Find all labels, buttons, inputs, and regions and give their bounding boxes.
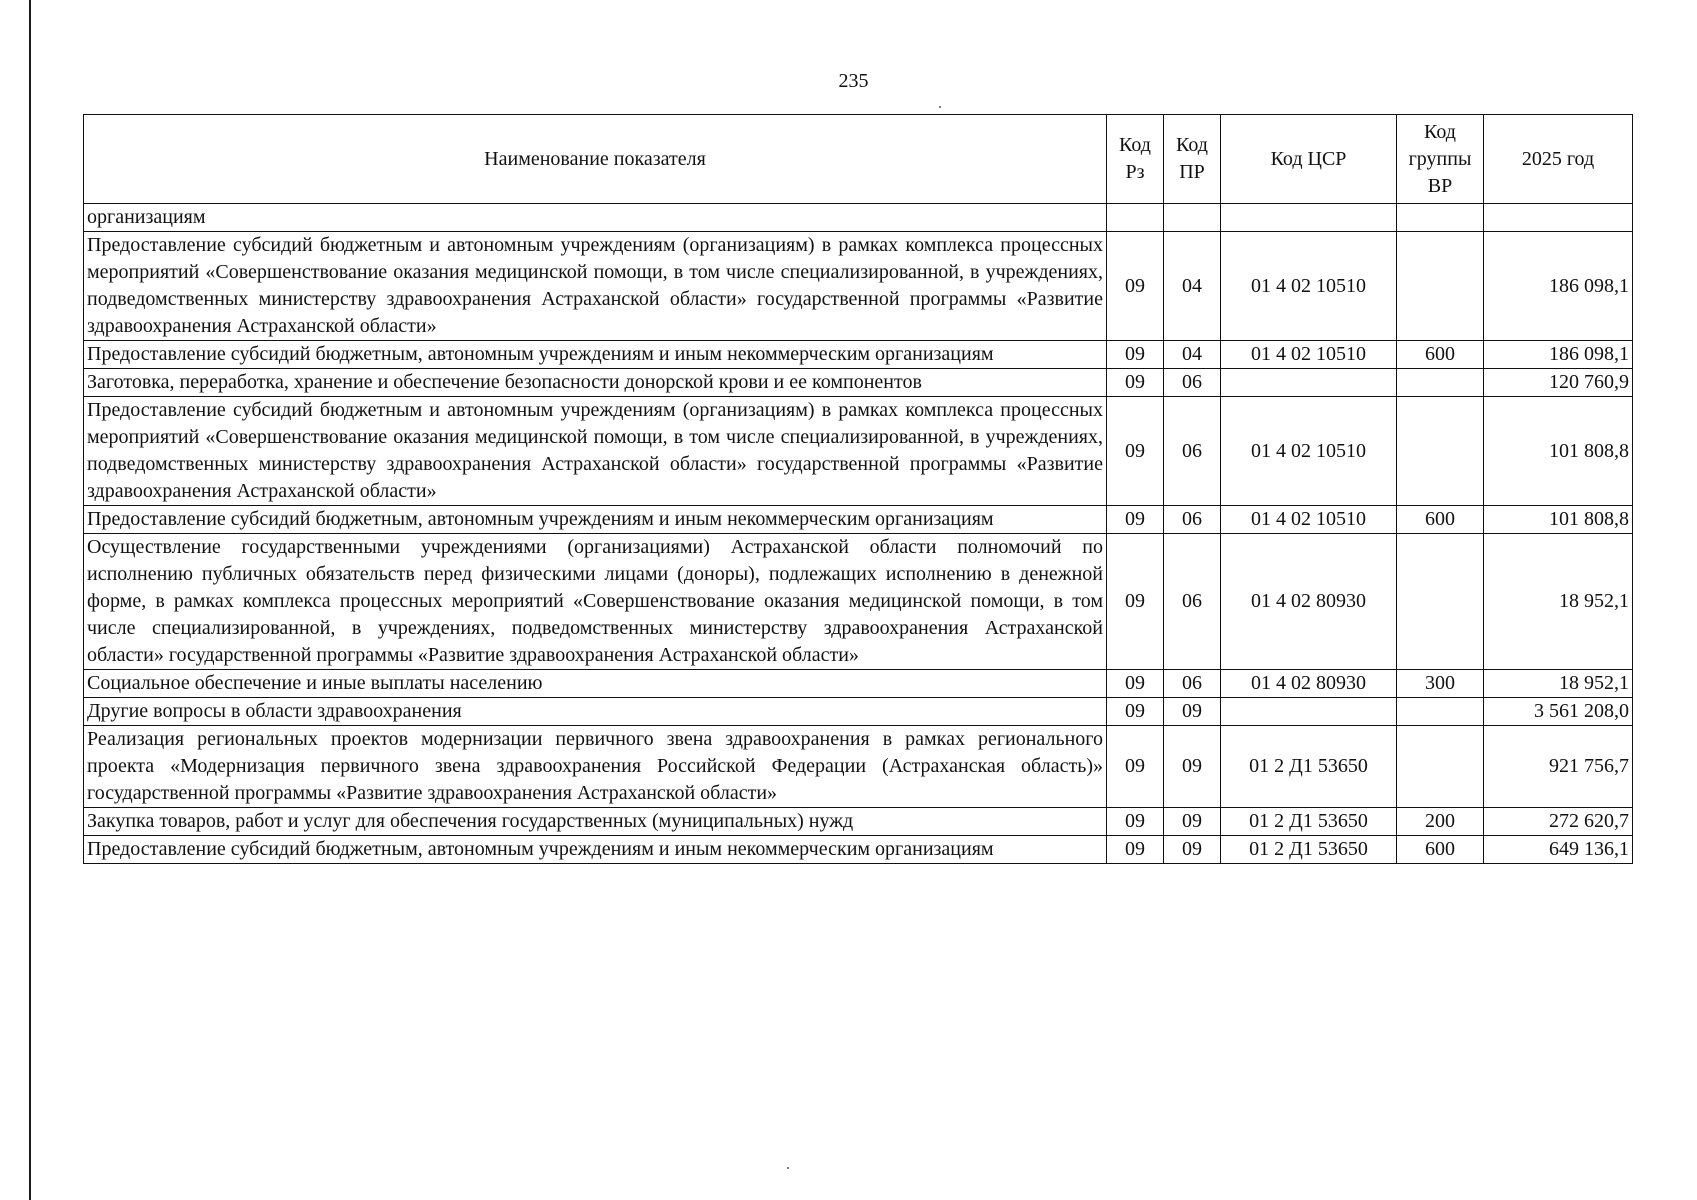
table-row [84,204,1633,232]
row-name: Предоставление субсидий бюджетным и автономным учреждениям (организациям) в рамках комплекса процессных мероприятий «Совершенствование оказания медицинской помощи, в том числе специализированной, в учреждениях, подведомственных министерству здравоохранения Астраханской области» государственной программы «Развитие здравоохранения Астраханской области» [84,397,1107,506]
row-csr [1221,204,1397,232]
row-vr: 300 [1397,670,1484,698]
header-name: Наименование показателя [84,115,1107,204]
row-pr: 06 [1164,534,1221,670]
row-pr: 04 [1164,341,1221,369]
table-row [84,726,1633,808]
row-pr: 06 [1164,670,1221,698]
table-row [84,341,1633,369]
table-row [84,232,1633,341]
row-rz: 09 [1107,232,1164,341]
row-vr [1397,698,1484,726]
table-row [84,698,1633,726]
table-header-row [84,115,1633,204]
table-row [84,534,1633,670]
row-vr: 600 [1397,341,1484,369]
row-rz: 09 [1107,397,1164,506]
row-rz: 09 [1107,836,1164,864]
row-csr: 01 2 Д1 53650 [1221,808,1397,836]
row-amount: 101 808,8 [1484,506,1633,534]
binding-margin-line [29,0,31,1200]
row-pr: 04 [1164,232,1221,341]
row-pr: 09 [1164,726,1221,808]
row-amount: 18 952,1 [1484,534,1633,670]
table-row [84,506,1633,534]
row-rz: 09 [1107,341,1164,369]
row-csr: 01 2 Д1 53650 [1221,726,1397,808]
row-csr: 01 4 02 10510 [1221,506,1397,534]
row-pr: 06 [1164,397,1221,506]
row-name: Предоставление субсидий бюджетным, автономным учреждениям и иным некоммерческим организациям [84,836,1107,864]
row-name: Предоставление субсидий бюджетным и автономным учреждениям (организациям) в рамках комплекса процессных мероприятий «Совершенствование оказания медицинской помощи, в том числе специализированной, в учреждениях, подведомственных министерству здравоохранения Астраханской области» государственной программы «Развитие здравоохранения Астраханской области» [84,232,1107,341]
row-name: организациям [84,204,1107,232]
row-rz: 09 [1107,670,1164,698]
row-vr [1397,397,1484,506]
row-csr: 01 4 02 80930 [1221,670,1397,698]
row-rz: 09 [1107,726,1164,808]
row-csr: 01 4 02 80930 [1221,534,1397,670]
row-pr: 09 [1164,698,1221,726]
row-pr: 06 [1164,506,1221,534]
table-row [84,808,1633,836]
row-vr [1397,534,1484,670]
row-rz [1107,204,1164,232]
row-pr: 06 [1164,369,1221,397]
row-rz: 09 [1107,506,1164,534]
header-csr: Код ЦСР [1221,115,1397,204]
row-vr [1397,369,1484,397]
row-amount: 120 760,9 [1484,369,1633,397]
row-name: Закупка товаров, работ и услуг для обеспечения государственных (муниципальных) нужд [84,808,1107,836]
row-amount: 101 808,8 [1484,397,1633,506]
header-rz: Код Рз [1107,115,1164,204]
row-rz: 09 [1107,369,1164,397]
row-rz: 09 [1107,534,1164,670]
table-row [84,369,1633,397]
row-csr [1221,369,1397,397]
scan-speck [939,106,941,108]
row-name: Предоставление субсидий бюджетным, автономным учреждениям и иным некоммерческим организациям [84,506,1107,534]
row-pr: 09 [1164,808,1221,836]
header-year: 2025 год [1484,115,1633,204]
row-vr [1397,726,1484,808]
scan-speck [787,1167,789,1169]
row-name: Реализация региональных проектов модернизации первичного звена здравоохранения в рамках регионального проекта «Модернизация первичного звена здравоохранения Российской Федерации (Астраханская область)» государственной программы «Развитие здравоохранения Астраханской области» [84,726,1107,808]
header-pr: Код ПР [1164,115,1221,204]
row-vr: 200 [1397,808,1484,836]
row-amount: 186 098,1 [1484,341,1633,369]
row-amount: 649 136,1 [1484,836,1633,864]
row-vr: 600 [1397,836,1484,864]
row-vr [1397,204,1484,232]
row-name: Социальное обеспечение и иные выплаты населению [84,670,1107,698]
budget-table [83,114,1633,864]
row-csr [1221,698,1397,726]
table-row [84,836,1633,864]
row-name: Другие вопросы в области здравоохранения [84,698,1107,726]
row-csr: 01 4 02 10510 [1221,341,1397,369]
row-csr: 01 4 02 10510 [1221,397,1397,506]
row-amount: 3 561 208,0 [1484,698,1633,726]
table-row [84,397,1633,506]
row-csr: 01 4 02 10510 [1221,232,1397,341]
header-vr: Код группы ВР [1397,115,1484,204]
row-name: Предоставление субсидий бюджетным, автономным учреждениям и иным некоммерческим организациям [84,341,1107,369]
row-amount: 18 952,1 [1484,670,1633,698]
row-amount: 921 756,7 [1484,726,1633,808]
page-number: 235 [838,70,869,92]
row-vr [1397,232,1484,341]
row-pr [1164,204,1221,232]
table-row [84,670,1633,698]
row-amount: 272 620,7 [1484,808,1633,836]
row-name: Заготовка, переработка, хранение и обеспечение безопасности донорской крови и ее компонентов [84,369,1107,397]
row-amount [1484,204,1633,232]
row-rz: 09 [1107,698,1164,726]
row-csr: 01 2 Д1 53650 [1221,836,1397,864]
row-vr: 600 [1397,506,1484,534]
row-pr: 09 [1164,836,1221,864]
row-amount: 186 098,1 [1484,232,1633,341]
row-name: Осуществление государственными учреждениями (организациями) Астраханской области полномочий по исполнению публичных обязательств перед физическими лицами (доноры), подлежащих исполнению в денежной форме, в рамках комплекса процессных мероприятий «Совершенствование оказания медицинской помощи, в том числе специализированной, в учреждениях, подведомственных министерству здравоохранения Астраханской области» государственной программы «Развитие здравоохранения Астраханской области» [84,534,1107,670]
row-rz: 09 [1107,808,1164,836]
